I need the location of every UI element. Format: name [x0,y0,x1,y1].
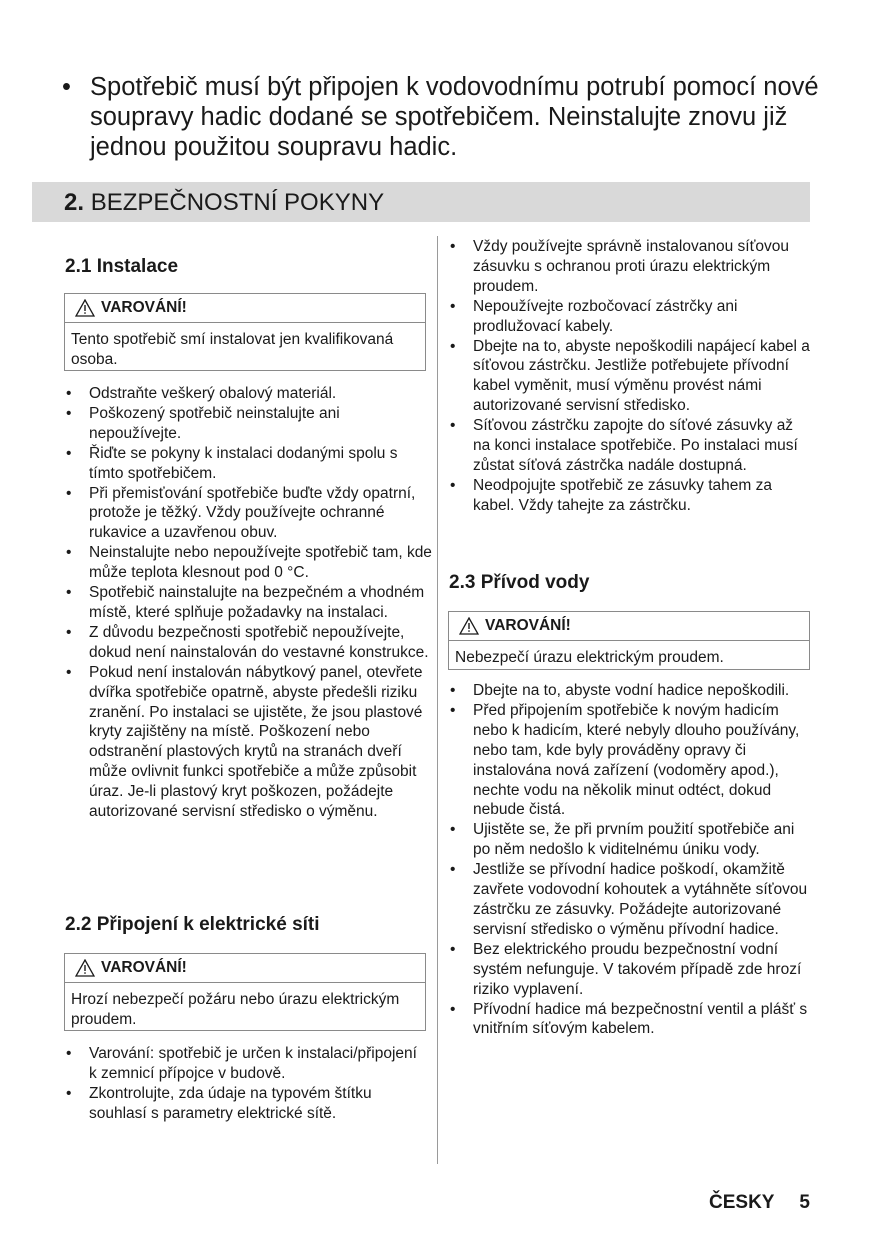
warning-box-electrical [64,953,426,1031]
list-item: • Nepoužívejte rozbočovací zástrčky ani prodlužovací kabely. [449,297,811,337]
list-item: • Neinstalujte nebo nepoužívejte spotřebič tam, kde může teplota klesnout pod 0 °C. [65,543,435,583]
list-item: • Varování: spotřebič je určen k instalaci/připojení k zemnicí přípojce v budově. [65,1044,427,1084]
warning-icon [459,617,479,635]
section-header [32,182,810,222]
heading-2-1: 2.1 Instalace [65,256,179,277]
list-item: • Síťovou zástrčku zapojte do síťové zásuvky až na konci instalace spotřebiče. Po instalaci musí zůstat síťová zástrčka nadále dostupná. [449,416,811,476]
list-item: • Vždy používejte správně instalovanou síťovou zásuvku s ochranou proti úrazu elektrickým proudem. [449,237,811,297]
list-item: • Přívodní hadice má bezpečnostní ventil a plášť s vnitřním síťovým kabelem. [449,1000,811,1040]
warning-text: Tento spotřebič smí instalovat jen kvalifikovaná osoba. [71,331,394,368]
list-item: • Zkontrolujte, zda údaje na typovém štítku souhlasí s parametry elektrické sítě. [65,1084,427,1124]
warning-header [449,612,809,641]
list-item: • Při přemisťování spotřebiče buďte vždy opatrní, protože je těžký. Vždy používejte ochranné rukavice a uzavřenou obuv. [65,484,435,544]
list-item: • Ujistěte se, že při prvním použití spotřebiče ani po něm nedošlo k viditelnému úniku vody. [449,820,811,860]
warning-icon [75,959,95,977]
list-item: • Před připojením spotřebiče k novým hadicím nebo k hadicím, které nebyly dlouho používány, nebo tam, kde byly prováděny opravy či instalována nová zařízení (vodoměry apod.), nechte vodu na několik minut odtéct, dokud nebude čistá. [449,701,811,820]
warning-box-water [448,611,810,670]
heading-2-3: 2.3 Přívod vody [449,572,590,593]
section-title: BEZPEČNOSTNÍ POKYNY [90,189,385,216]
installation-list [65,384,435,822]
section-number: 2. [64,189,85,216]
list-item: • Pokud není instalován nábytkový panel, otevřete dvířka spotřebiče opatrně, abyste předešli riziku zranění. Po instalaci se ujistěte, že jsou plastové kryty zajištěny na místě. Poškození nebo odstranění plastových krytů na stranách dveří může ovlivnit funkci spotřebiče a může způsobit úraz. Je-li plastový kryt poškozen, požádejte autorizované servisní středisko o výměnu. [65,663,435,822]
list-item: • Dbejte na to, abyste vodní hadice nepoškodili. [449,681,811,701]
list-item: • Odstraňte veškerý obalový materiál. [65,384,435,404]
warning-icon [75,299,95,317]
list-item: • Z důvodu bezpečnosti spotřebič nepoužívejte, dokud není nainstalován do vestavné konstrukce. [65,623,435,663]
warning-text: Hrozí nebezpečí požáru nebo úrazu elektrickým proudem. [71,991,400,1028]
intro-paragraph [62,72,822,162]
warning-label: VAROVÁNÍ! [485,617,571,634]
list-item: • Poškozený spotřebič neinstalujte ani nepoužívejte. [65,404,435,444]
heading-2-2: 2.2 Připojení k elektrické síti [65,914,320,935]
electrical-list-continued [449,237,811,516]
page-number: 5 [799,1192,810,1213]
electrical-list [65,1044,427,1124]
list-item: • Neodpojujte spotřebič ze zásuvky tahem za kabel. Vždy tahejte za zástrčku. [449,476,811,516]
list-item: • Jestliže se přívodní hadice poškodí, okamžitě zavřete vodovodní kohoutek a vytáhněte síťovou zástrčku ze zásuvky. Požádejte autorizované servisní středisko o výměnu přívodní hadice. [449,860,811,940]
column-divider [437,236,438,1164]
page-footer [709,1192,810,1214]
list-item: • Dbejte na to, abyste nepoškodili napájecí kabel a síťovou zástrčku. Jestliže potřebujete přívodní kabel vyměnit, musí výměnu provést námi autorizované servisní středisko. [449,337,811,417]
list-item: • Řiďte se pokyny k instalaci dodanými spolu s tímto spotřebičem. [65,444,435,484]
warning-box-installation [64,293,426,371]
intro-text: Spotřebič musí být připojen k vodovodnímu potrubí pomocí nové soupravy hadic dodané se spotřebičem. Neinstalujte znovu již jednou použitou soupravu hadic. [90,73,819,161]
list-item: • Spotřebič nainstalujte na bezpečném a vhodném místě, které splňuje požadavky na instalaci. [65,583,435,623]
footer-language: ČESKY [709,1192,775,1213]
bullet: • [62,73,71,101]
list-item: • Bez elektrického proudu bezpečnostní vodní systém nefunguje. V takovém případě zde hrozí riziko vyplavení. [449,940,811,1000]
warning-header [65,294,425,323]
warning-header [65,954,425,983]
warning-label: VAROVÁNÍ! [101,299,187,316]
warning-text: Nebezpečí úrazu elektrickým proudem. [455,649,724,666]
warning-label: VAROVÁNÍ! [101,959,187,976]
water-list [449,681,811,1039]
